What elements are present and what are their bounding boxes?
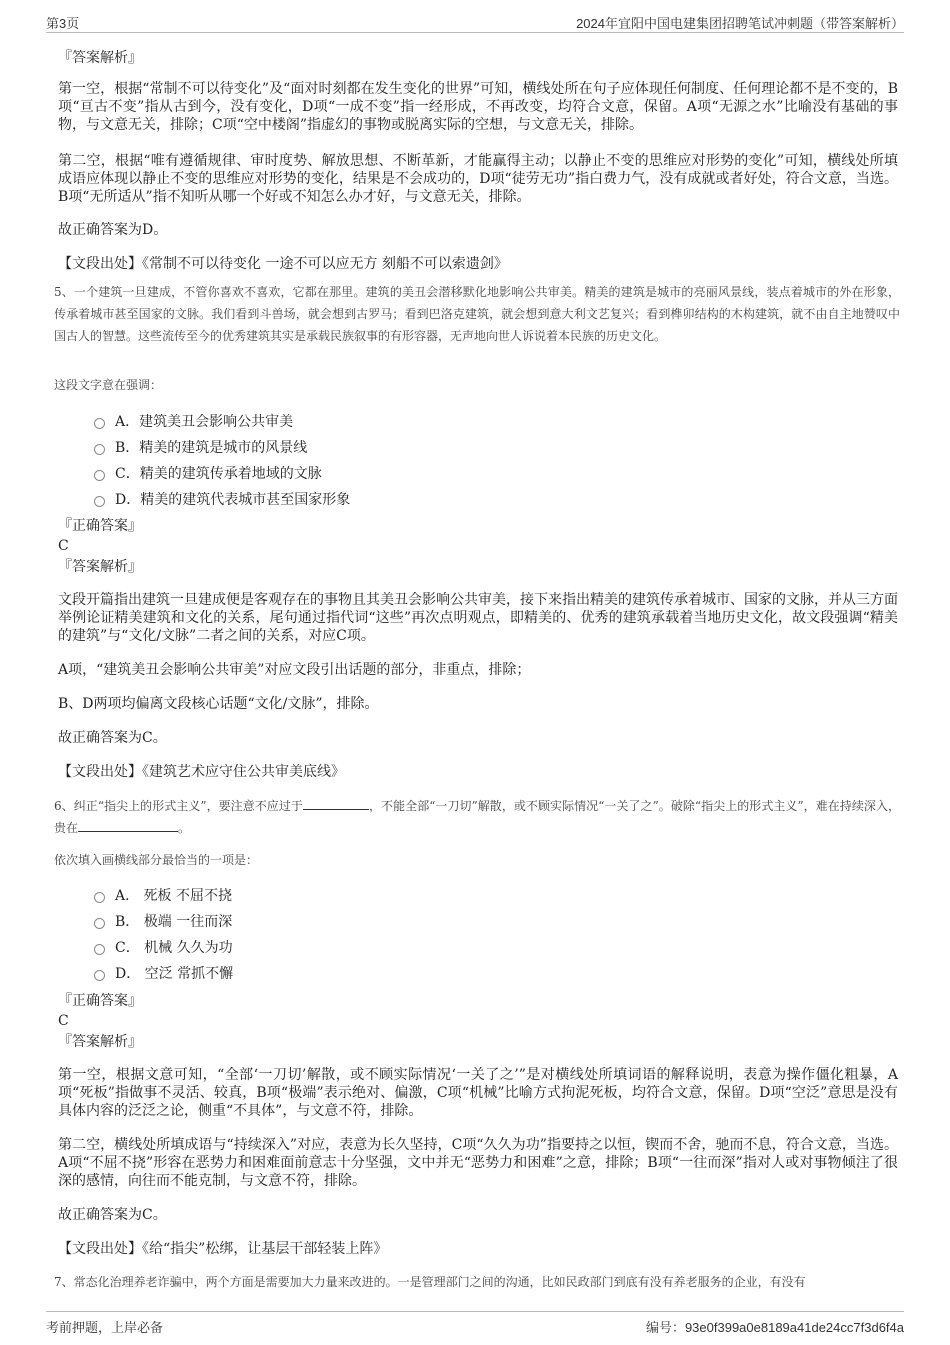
q5-answer: C	[58, 538, 69, 554]
q6-question-text: 6、纠正“指尖上的形式主义”，要注意不应过于 ，不能全部“一刀切”解散，或不顾实际情况“一关了之”。破除“指尖上的形式主义”，难在持续深入，贵在 。	[54, 799, 901, 835]
q7-question-text: 7、常态化治理养老诈骗中，两个方面是需要加大力量来改进的。一是管理部门之间的沟通，比如民政部门到底有没有养老服务的企业，有没有	[54, 1275, 806, 1289]
q4-analysis-para2: 第二空，根据“唯有遵循规律、审时度势、解放思想、不断革新，才能赢得主动；以静止不变的思维应对形势的变化”可知，横线处所填成语应体现以静止不变的思维应对形势的变化，结果是不会成功的，D项“徒劳无功”指白费力气，没有成就或者好处，符合文意，当选。B项“无所适从”指不知听从哪一个好或不知怎么办才好，与文意无关，排除。	[58, 153, 898, 205]
q6-answer-label: 『正确答案』	[58, 993, 142, 1009]
q5-analysis-para1: 文段开篇指出建筑一旦建成便是客观存在的事物且其美丑会影响公共审美，接下来指出精美的建筑传承着城市、国家的文脉，并从三方面举例论证精美建筑和文化的关系，尾句通过指代词“这些”再次点明观点，即精美的、优秀的建筑承载着当地历史文化，故文段强调“精美的建筑”与“文化/文脉”二者之间的关系，对应C项。	[58, 592, 898, 644]
q4-analysis-para1: 第一空，根据“常制不可以待变化”及“面对时刻都在发生变化的世界”可知，横线处所在句子应体现任何制度、任何理论都不是不变的，B项“亘古不变”指从古到今，没有变化，D项“一成不变”指一经形成，不再改变，均符合文意，保留。A项“无源之水”比喻没有基础的事物，与文意无关，排除；C项“空中楼阁”指虚幻的事物或脱离实际的空想，与文意无关，排除。	[58, 81, 898, 133]
q6-answer: C	[58, 1013, 69, 1029]
q6-analysis-label: 『答案解析』	[58, 1034, 142, 1050]
radio-icon[interactable]	[94, 944, 105, 955]
q4-analysis-label: 『答案解析』	[58, 50, 142, 66]
page-header	[46, 10, 904, 33]
footer-slogan: 考前押题，上岸必备	[46, 1320, 164, 1335]
q5-answer-label: 『正确答案』	[58, 518, 142, 534]
q6-option-c[interactable]: C． 机械 久久为功	[94, 934, 233, 960]
radio-icon[interactable]	[94, 470, 105, 481]
q5-question-text: 5、一个建筑一旦建成，不管你喜欢不喜欢，它都在那里。建筑的美丑会潜移默化地影响公共审美。精美的建筑是城市的亮丽风景线，装点着城市的外在形象，传承着城市甚至国家的文脉。我们看到斗兽场，就会想到古罗马；看到巴洛克建筑，就会想到意大利文艺复兴；看到榫卯结构的木构建筑，就不由自主地赞叹中国古人的智慧。这些流传至今的优秀建筑其实是承载民族叙事的有形容器，无声地向世人诉说着本民族的历史文化。	[54, 285, 900, 343]
q6-options	[94, 882, 233, 986]
q6-option-b[interactable]: B． 极端 一往而深	[94, 908, 233, 934]
q6-option-d[interactable]: D． 空泛 常抓不懈	[94, 960, 233, 986]
q5-conclusion: 故正确答案为C。	[58, 730, 167, 746]
q5-analysis-para2: A项，“建筑美丑会影响公共审美”对应文段引出话题的部分，非重点，排除；	[58, 662, 531, 678]
q6-analysis-para2: 第二空，横线处所填成语与“持续深入”对应，表意为长久坚持，C项“久久为功”指要持之以恒，锲而不舍，驰而不息，符合文意，当选。A项“不屈不挠”形容在恶势力和困难面前意志十分坚强，文中并无“恶势力和困难”之意，排除；B项“一往而深”指对人或对事物倾注了很深的感情，向往而不能克制，与文意不符，排除。	[58, 1137, 898, 1189]
radio-icon[interactable]	[94, 918, 105, 929]
q5-source: 【文段出处】《建筑艺术应守住公共审美底线》	[58, 764, 345, 780]
q4-source: 【文段出处】《常制不可以待变化 一途不可以应无方 刻船不可以索遗剑》	[58, 256, 508, 272]
radio-icon[interactable]	[94, 892, 105, 903]
document-id: 编号：93e0f399a0e8189a41de24cc7f3d6f4a	[645, 1320, 904, 1335]
q5-option-c[interactable]: C．精美的建筑传承着地域的文脉	[94, 460, 350, 486]
q5-prompt: 这段文字意在强调：	[54, 378, 163, 392]
radio-icon[interactable]	[94, 444, 105, 455]
q5-analysis-para3: B、D两项均偏离文段核心话题“文化/文脉”，排除。	[58, 696, 379, 712]
q6-prompt: 依次填入画横线部分最恰当的一项是：	[54, 853, 259, 867]
q5-analysis-label: 『答案解析』	[58, 559, 142, 575]
q5-option-b[interactable]: B．精美的建筑是城市的风景线	[94, 434, 350, 460]
q5-option-d[interactable]: D．精美的建筑代表城市甚至国家形象	[94, 486, 350, 512]
radio-icon[interactable]	[94, 418, 105, 429]
page-number: 第3页	[46, 16, 80, 31]
q4-conclusion: 故正确答案为D。	[58, 222, 168, 238]
q6-conclusion: 故正确答案为C。	[58, 1207, 167, 1223]
q5-option-a[interactable]: A．建筑美丑会影响公共审美	[94, 408, 350, 434]
q6-source: 【文段出处】《给“指尖”松绑，让基层干部轻装上阵》	[58, 1241, 388, 1257]
radio-icon[interactable]	[94, 970, 105, 981]
document-title: 2024年宜阳中国电建集团招聘笔试冲刺题（带答案解析）	[576, 16, 904, 31]
radio-icon[interactable]	[94, 496, 105, 507]
fill-blank-2	[78, 819, 178, 832]
page-footer	[46, 1311, 904, 1336]
q6-option-a[interactable]: A． 死板 不屈不挠	[94, 882, 233, 908]
q6-analysis-para1: 第一空，根据文意可知，“全部‘一刀切’解散，或不顾实际情况‘一关了之’”是对横线处所填词语的解释说明，表意为操作僵化粗暴，A项“死板”指做事不灵活、较真，B项“极端”表示绝对、偏激，C项“机械”比喻方式拘泥死板，均符合文意，保留。D项“空泛”意思是没有具体内容的泛泛之论，侧重“不具体”，与文意不符，排除。	[58, 1067, 898, 1119]
fill-blank-1	[303, 797, 369, 810]
q5-options	[94, 408, 350, 512]
